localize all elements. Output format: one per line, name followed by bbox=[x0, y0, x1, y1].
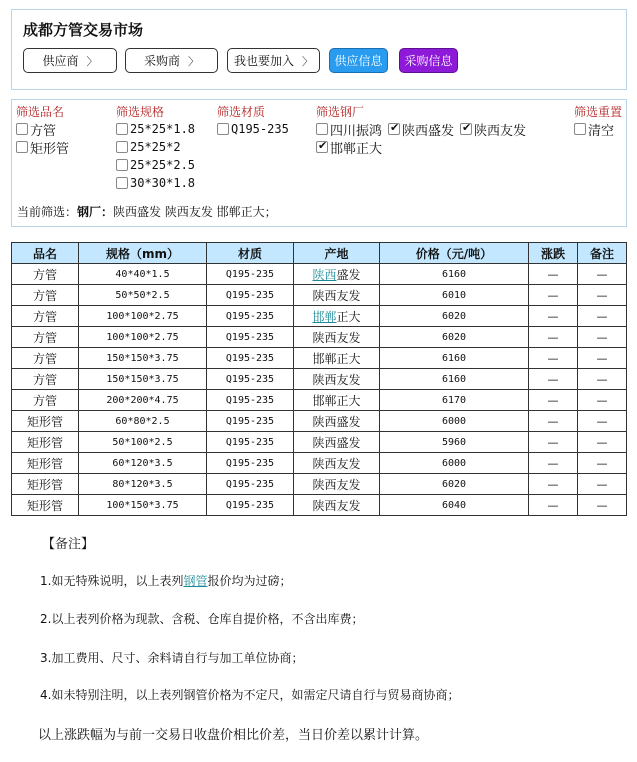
cell-name: 方管 bbox=[12, 327, 79, 348]
cell-spec: 50*50*2.5 bbox=[79, 285, 207, 306]
cell-name: 方管 bbox=[12, 285, 79, 306]
checkbox-checked-icon[interactable] bbox=[460, 123, 472, 135]
origin-text: 陕西友发 bbox=[312, 372, 361, 387]
option-label: 邯郸正大 bbox=[330, 141, 383, 157]
steel-pipe-link[interactable]: 钢管 bbox=[183, 574, 208, 588]
checkbox-icon[interactable] bbox=[116, 141, 128, 153]
option-label: 方管 bbox=[30, 123, 57, 139]
option-label: 矩形管 bbox=[30, 141, 70, 157]
cell-note: — bbox=[578, 285, 627, 306]
cell-note: — bbox=[578, 390, 627, 411]
cell-material: Q195-235 bbox=[207, 264, 294, 285]
cell-price: 6020 bbox=[380, 327, 529, 348]
cell-price: 6010 bbox=[380, 285, 529, 306]
origin-link[interactable]: 邯郸 bbox=[312, 309, 337, 324]
origin-text: 陕西盛发 bbox=[312, 414, 361, 429]
chevron-right-icon: 〉 bbox=[302, 54, 313, 68]
filter-spec-label: 筛选规格 bbox=[116, 105, 165, 119]
cell-change: — bbox=[529, 306, 578, 327]
note-line-5: 以上涨跌幅为与前一交易日收盘价相比价差，当日价差以累计计算。 bbox=[38, 728, 429, 743]
filter-product-label: 筛选品名 bbox=[16, 105, 65, 119]
checkbox-icon[interactable] bbox=[316, 123, 328, 135]
cell-spec: 200*200*4.75 bbox=[79, 390, 207, 411]
cell-price: 5960 bbox=[380, 432, 529, 453]
origin-text: 陕西友发 bbox=[312, 498, 361, 513]
cell-spec: 150*150*3.75 bbox=[79, 369, 207, 390]
cell-price: 6040 bbox=[380, 495, 529, 516]
table-row bbox=[12, 453, 627, 474]
filter-mill-label: 筛选钢厂 bbox=[316, 105, 365, 119]
cell-price: 6000 bbox=[380, 453, 529, 474]
col-header-material: 材质 bbox=[207, 243, 294, 264]
cell-name: 方管 bbox=[12, 348, 79, 369]
origin-text: 邯郸正大 bbox=[312, 351, 361, 366]
cell-price: 6020 bbox=[380, 306, 529, 327]
cell-change: — bbox=[529, 348, 578, 369]
filter-option[interactable] bbox=[116, 156, 195, 174]
cell-change: — bbox=[529, 474, 578, 495]
table-row bbox=[12, 306, 627, 327]
cell-note: — bbox=[578, 474, 627, 495]
filter-spec bbox=[116, 105, 195, 192]
col-header-note: 备注 bbox=[578, 243, 627, 264]
checkbox-icon[interactable] bbox=[116, 123, 128, 135]
cell-spec: 100*150*3.75 bbox=[79, 495, 207, 516]
filter-option[interactable] bbox=[16, 120, 69, 138]
cell-price: 6170 bbox=[380, 390, 529, 411]
cell-origin bbox=[294, 390, 380, 411]
table-header-row bbox=[12, 243, 627, 264]
origin-text: 陕西盛发 bbox=[312, 435, 361, 450]
cell-name: 矩形管 bbox=[12, 474, 79, 495]
cell-name: 方管 bbox=[12, 264, 79, 285]
cell-note: — bbox=[578, 348, 627, 369]
purchase-info-button[interactable]: 采购信息 bbox=[399, 48, 458, 73]
col-header-name: 品名 bbox=[12, 243, 79, 264]
cell-note: — bbox=[578, 411, 627, 432]
cell-spec: 60*120*3.5 bbox=[79, 453, 207, 474]
table-row bbox=[12, 474, 627, 495]
filter-option[interactable] bbox=[116, 138, 195, 156]
cell-change: — bbox=[529, 327, 578, 348]
origin-link[interactable]: 陕西 bbox=[312, 267, 337, 282]
cell-origin bbox=[294, 264, 380, 285]
checkbox-icon[interactable] bbox=[217, 123, 229, 135]
current-filter bbox=[17, 203, 277, 220]
cell-change: — bbox=[529, 432, 578, 453]
cell-change: — bbox=[529, 264, 578, 285]
cell-material: Q195-235 bbox=[207, 411, 294, 432]
col-header-spec: 规格（mm） bbox=[79, 243, 207, 264]
origin-text: 陕西友发 bbox=[312, 288, 361, 303]
supplier-button-label: 供应商 bbox=[42, 54, 79, 68]
cell-material: Q195-235 bbox=[207, 453, 294, 474]
purchaser-button[interactable] bbox=[125, 48, 218, 73]
cell-spec: 100*100*2.75 bbox=[79, 306, 207, 327]
note-line-1 bbox=[40, 572, 291, 589]
cell-spec: 60*80*2.5 bbox=[79, 411, 207, 432]
cell-origin bbox=[294, 369, 380, 390]
col-header-change: 涨跌 bbox=[529, 243, 578, 264]
filter-product bbox=[16, 105, 69, 156]
cell-material: Q195-235 bbox=[207, 474, 294, 495]
filter-option[interactable] bbox=[217, 120, 289, 138]
cell-name: 矩形管 bbox=[12, 495, 79, 516]
cell-price: 6160 bbox=[380, 369, 529, 390]
cell-name: 矩形管 bbox=[12, 453, 79, 474]
cell-change: — bbox=[529, 453, 578, 474]
cell-change: — bbox=[529, 495, 578, 516]
option-label: 30*30*1.8 bbox=[130, 176, 196, 190]
cell-price: 6000 bbox=[380, 411, 529, 432]
chevron-right-icon: 〉 bbox=[188, 54, 199, 68]
cell-price: 6160 bbox=[380, 264, 529, 285]
option-label: 25*25*2.5 bbox=[130, 158, 196, 172]
col-header-price: 价格（元/吨） bbox=[380, 243, 529, 264]
filter-reset bbox=[574, 105, 622, 138]
cell-origin bbox=[294, 285, 380, 306]
origin-text: 陕西友发 bbox=[312, 330, 361, 345]
cell-spec: 50*100*2.5 bbox=[79, 432, 207, 453]
origin-text: 正大 bbox=[336, 309, 361, 324]
cell-price: 6160 bbox=[380, 348, 529, 369]
note-line-3: 3.加工费用、尺寸、余料请自行与加工单位协商； bbox=[40, 651, 304, 665]
cell-spec: 150*150*3.75 bbox=[79, 348, 207, 369]
current-filter-prefix: 当前筛选： bbox=[17, 205, 78, 219]
table-row bbox=[12, 327, 627, 348]
cell-origin bbox=[294, 348, 380, 369]
table-row bbox=[12, 285, 627, 306]
cell-note: — bbox=[578, 432, 627, 453]
origin-text: 陕西友发 bbox=[312, 456, 361, 471]
table-row bbox=[12, 348, 627, 369]
option-label: 四川振鸿 bbox=[330, 123, 383, 139]
current-filter-key: 钢厂： bbox=[77, 205, 114, 219]
cell-change: — bbox=[529, 411, 578, 432]
filter-mill bbox=[316, 105, 576, 156]
option-label: 清空 bbox=[588, 123, 615, 139]
cell-spec: 80*120*3.5 bbox=[79, 474, 207, 495]
cell-spec: 40*40*1.5 bbox=[79, 264, 207, 285]
filter-option[interactable] bbox=[460, 120, 526, 138]
option-label: 25*25*1.8 bbox=[130, 122, 196, 136]
cell-name: 方管 bbox=[12, 390, 79, 411]
cell-material: Q195-235 bbox=[207, 390, 294, 411]
checkbox-icon[interactable] bbox=[16, 123, 28, 135]
chevron-right-icon: 〉 bbox=[86, 54, 98, 68]
cell-note: — bbox=[578, 453, 627, 474]
filter-option[interactable] bbox=[316, 138, 576, 156]
note-line-4: 4.如未特别注明，以上表列钢管价格为不定尺，如需定尺请自行与贸易商协商； bbox=[40, 688, 460, 702]
cell-origin bbox=[294, 411, 380, 432]
checkbox-checked-icon[interactable] bbox=[388, 123, 400, 135]
cell-change: — bbox=[529, 390, 578, 411]
checkbox-icon[interactable] bbox=[574, 123, 586, 135]
purchaser-button-label: 采购商 bbox=[143, 54, 180, 68]
cell-origin bbox=[294, 306, 380, 327]
option-label: Q195-235 bbox=[231, 122, 289, 136]
cell-note: — bbox=[578, 369, 627, 390]
join-button-label: 我也要加入 bbox=[233, 54, 294, 68]
table-row bbox=[12, 495, 627, 516]
notes-title: 【备注】 bbox=[42, 537, 95, 552]
cell-material: Q195-235 bbox=[207, 327, 294, 348]
table-row bbox=[12, 369, 627, 390]
cell-note: — bbox=[578, 327, 627, 348]
supply-info-button[interactable]: 供应信息 bbox=[329, 48, 388, 73]
cell-origin bbox=[294, 453, 380, 474]
cell-change: — bbox=[529, 369, 578, 390]
origin-text: 盛发 bbox=[336, 267, 361, 282]
filter-reset-label: 筛选重置 bbox=[574, 105, 623, 119]
note-text: 1.如无特殊说明，以上表列 bbox=[40, 574, 184, 588]
join-button[interactable] bbox=[227, 48, 320, 73]
origin-text: 陕西友发 bbox=[312, 477, 361, 492]
filter-material bbox=[217, 105, 289, 138]
cell-name: 方管 bbox=[12, 369, 79, 390]
supplier-button[interactable] bbox=[23, 48, 117, 73]
checkbox-icon[interactable] bbox=[116, 177, 128, 189]
cell-change: — bbox=[529, 285, 578, 306]
cell-material: Q195-235 bbox=[207, 495, 294, 516]
cell-note: — bbox=[578, 495, 627, 516]
filter-option[interactable] bbox=[116, 174, 195, 192]
current-filter-value: 陕西盛发 陕西友发 邯郸正大； bbox=[113, 205, 277, 219]
table-row bbox=[12, 264, 627, 285]
cell-material: Q195-235 bbox=[207, 432, 294, 453]
note-line-2: 2.以上表列价格为现款、含税、仓库自提价格，不含出库费； bbox=[40, 612, 364, 626]
filter-option[interactable] bbox=[388, 120, 454, 138]
cell-material: Q195-235 bbox=[207, 285, 294, 306]
cell-origin bbox=[294, 495, 380, 516]
cell-note: — bbox=[578, 264, 627, 285]
cell-name: 方管 bbox=[12, 306, 79, 327]
note-text: 报价均为过磅； bbox=[207, 574, 292, 588]
cell-material: Q195-235 bbox=[207, 306, 294, 327]
checkbox-icon[interactable] bbox=[16, 141, 28, 153]
cell-origin bbox=[294, 474, 380, 495]
checkbox-icon[interactable] bbox=[116, 159, 128, 171]
cell-name: 矩形管 bbox=[12, 432, 79, 453]
origin-text: 邯郸正大 bbox=[312, 393, 361, 408]
cell-origin bbox=[294, 432, 380, 453]
cell-material: Q195-235 bbox=[207, 369, 294, 390]
cell-origin bbox=[294, 327, 380, 348]
cell-spec: 100*100*2.75 bbox=[79, 327, 207, 348]
cell-material: Q195-235 bbox=[207, 348, 294, 369]
filter-option[interactable] bbox=[16, 138, 69, 156]
filter-material-label: 筛选材质 bbox=[217, 105, 266, 119]
cell-price: 6020 bbox=[380, 474, 529, 495]
market-header bbox=[11, 9, 627, 90]
checkbox-checked-icon[interactable] bbox=[316, 141, 328, 153]
price-table bbox=[11, 242, 627, 516]
table-row bbox=[12, 411, 627, 432]
clear-option[interactable] bbox=[574, 120, 622, 138]
option-label: 25*25*2 bbox=[130, 140, 181, 154]
cell-note: — bbox=[578, 306, 627, 327]
table-row bbox=[12, 432, 627, 453]
col-header-origin: 产地 bbox=[294, 243, 380, 264]
filter-option[interactable] bbox=[316, 120, 382, 138]
table-row bbox=[12, 390, 627, 411]
option-label: 陕西友发 bbox=[474, 123, 527, 139]
filter-panel bbox=[11, 99, 627, 227]
page-title: 成都方管交易市场 bbox=[23, 21, 144, 39]
cell-name: 矩形管 bbox=[12, 411, 79, 432]
filter-option[interactable] bbox=[116, 120, 195, 138]
option-label: 陕西盛发 bbox=[402, 123, 455, 139]
